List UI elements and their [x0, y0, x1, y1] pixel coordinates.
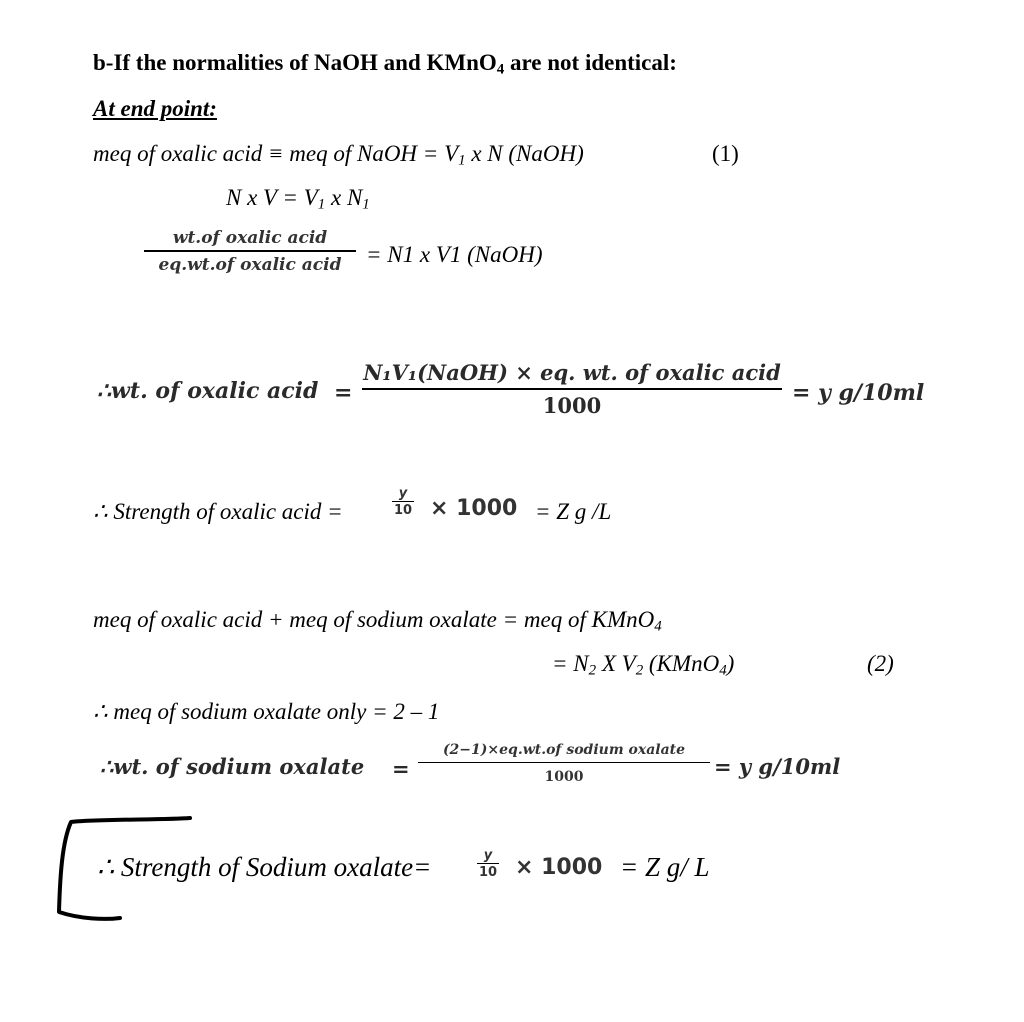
wt-oxalic-equals: =: [334, 380, 353, 406]
strength-oxalic-fraction: [392, 486, 414, 518]
strength-sodium-fraction: [477, 848, 499, 880]
section-heading: b-If the normalities of NaOH and KMnO$_4$ are not identical:: [93, 50, 677, 78]
equation-2-continued: = $N_2$ X $V_2$ (KMnO$_4$): [552, 651, 735, 679]
wt-oxalic-lhs: ∴wt. of oxalic acid: [97, 378, 319, 404]
strength-oxalic-den: 10: [393, 503, 413, 518]
meq-sodium-oxalate: ∴ meq of sodium oxalate only = 2 – 1: [93, 699, 440, 724]
fraction-denominator: eq.wt.of oxalic acid: [144, 250, 356, 275]
wt-oxalic-numerator: N₁V₁(NaOH) × eq. wt. of oxalic acid: [363, 360, 781, 385]
wt-sodium-fraction: [418, 742, 710, 785]
wt-oxalic-denominator: 1000: [362, 388, 782, 418]
end-point-subheading: At end point:: [93, 96, 217, 121]
fraction-rhs: = N1 x V1 (NaOH): [366, 242, 543, 267]
strength-oxalic-lhs: ∴ Strength of oxalic acid =: [93, 499, 343, 524]
strength-oxalic-times: × 1000: [430, 496, 518, 521]
wt-sodium-lhs: ∴wt. of sodium oxalate: [100, 754, 365, 779]
equation-2: meq of oxalic acid + meq of sodium oxalate = meq of KMnO$_4$: [93, 607, 662, 635]
wt-oxalic-rhs: = y g/10ml: [792, 380, 925, 406]
wt-oxalic-fraction: [362, 360, 782, 418]
strength-oxalic-num: y: [398, 486, 408, 501]
wt-sodium-numerator: (2−1)×eq.wt.of sodium oxalate: [442, 742, 686, 758]
wt-sodium-equals: =: [392, 756, 410, 781]
equation-1-number: (1): [712, 141, 739, 166]
wt-sodium-rhs: = y g/10ml: [714, 754, 841, 779]
fraction-numerator: wt.of oxalic acid: [172, 228, 328, 248]
strength-oxalic-rhs: = Z g /L: [535, 499, 612, 524]
strength-sodium-num: y: [483, 848, 493, 863]
fraction-wt-over-eqwt: [144, 228, 356, 275]
wt-sodium-denominator: 1000: [418, 762, 710, 785]
strength-sodium-rhs: = Z g/ L: [620, 852, 710, 882]
equation-nv: N x $V = V_1$ x $N_1$: [226, 185, 370, 213]
equation-2-number: (2): [867, 651, 894, 676]
strength-sodium-den: 10: [478, 865, 498, 880]
strength-sodium-times: × 1000: [515, 855, 603, 880]
equation-1: meq of oxalic acid ≡ meq of NaOH = $V_1$ x N (NaOH): [93, 141, 584, 169]
strength-sodium-lhs: ∴ Strength of Sodium oxalate=: [97, 852, 432, 882]
